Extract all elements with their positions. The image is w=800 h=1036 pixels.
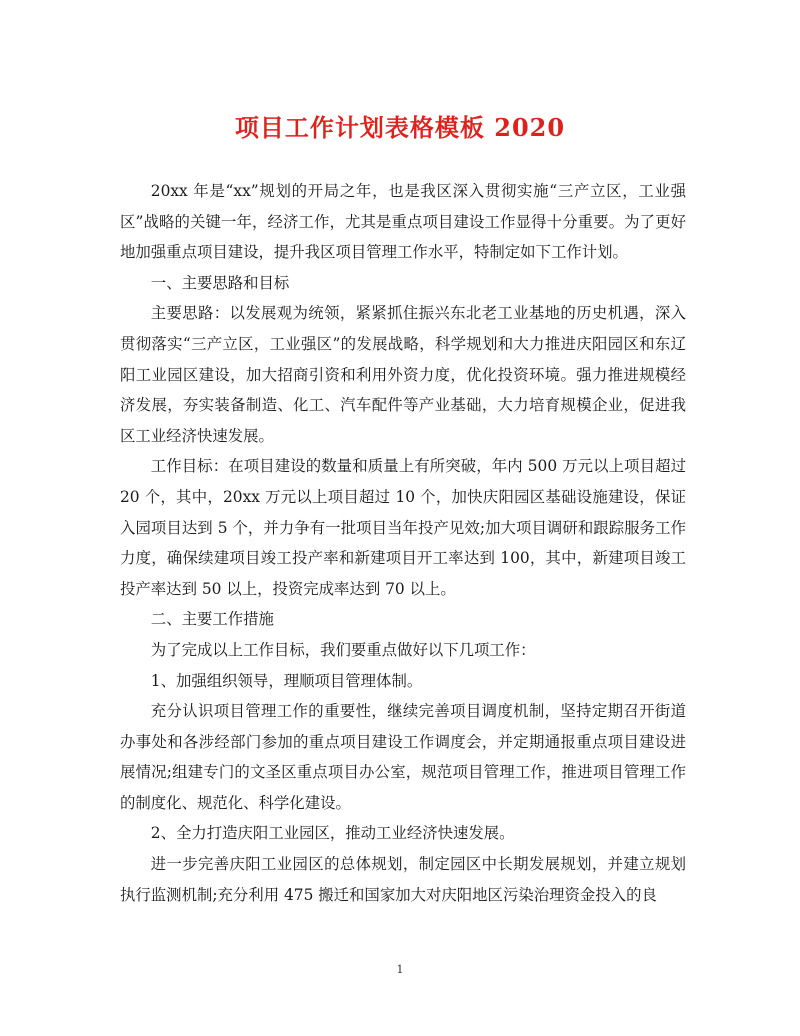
section-heading-1: 一、主要思路和目标 [150,273,290,292]
section-heading-2: 二、主要工作措施 [150,610,274,629]
subheading-1: 1、加强组织领导，理顺项目管理体制。 [150,671,423,690]
paragraph-work-goals: 工作目标：在项目建设的数量和质量上有所突破，年内 500 万元以上项目超过 20 个，其中，20xx 万元以上项目超过 10 个，加快庆阳园区基础设施建设，保证入园项目达到 5 个，并力争有一批项目当年投产见效;加大项目调研和跟踪服务工作力度，确保续建项目竣工投产率和新建项目开工率达到 100，其中，新建项目竣工投产率达到 50 以上，投资完成率达到 70 以上。 [120,457,686,598]
paragraph-intro: 20xx 年是“xx”规划的开局之年，也是我区深入贯彻实施“三产立区，工业强区”战略的关键一年，经济工作，尤其是重点项目建设工作显得十分重要。为了更好地加强重点项目建设，提升我区项目管理工作水平，特制定如下工作计划。 [120,182,686,262]
paragraph-park: 进一步完善庆阳工业园区的总体规划，制定园区中长期发展规划，并建立规划执行监测机制;充分利用 475 搬迁和国家加大对庆阳地区污染治理资金投入的良 [120,855,686,904]
paragraph-measures-intro: 为了完成以上工作目标，我们要重点做好以下几项工作： [150,640,536,659]
document-body [120,176,686,910]
paragraph-main-ideas: 主要思路：以发展观为统领，紧紧抓住振兴东北老工业基地的历史机遇，深入贯彻落实“三产立区，工业强区”的发展战略，科学规划和大力推进庆阳园区和东辽阳工业园区建设，加大招商引资和利用外资力度，优化投资环境。强力推进规模经济发展，夯实装备制造、化工、汽车配件等产业基础，大力培育规模企业，促进我区工业经济快速发展。 [120,304,686,445]
page-number: 1 [396,963,404,976]
document-title: 项目工作计划表格模板 2020 [234,113,566,142]
subheading-2: 2、全力打造庆阳工业园区，推动工业经济快速发展。 [150,824,515,843]
paragraph-management: 充分认识项目管理工作的重要性，继续完善项目调度机制，坚持定期召开街道办事处和各涉经部门参加的重点项目建设工作调度会，并定期通报重点项目建设进展情况;组建专门的文圣区重点项目办公室，规范项目管理工作，推进项目管理工作的制度化、规范化、科学化建设。 [120,702,686,812]
